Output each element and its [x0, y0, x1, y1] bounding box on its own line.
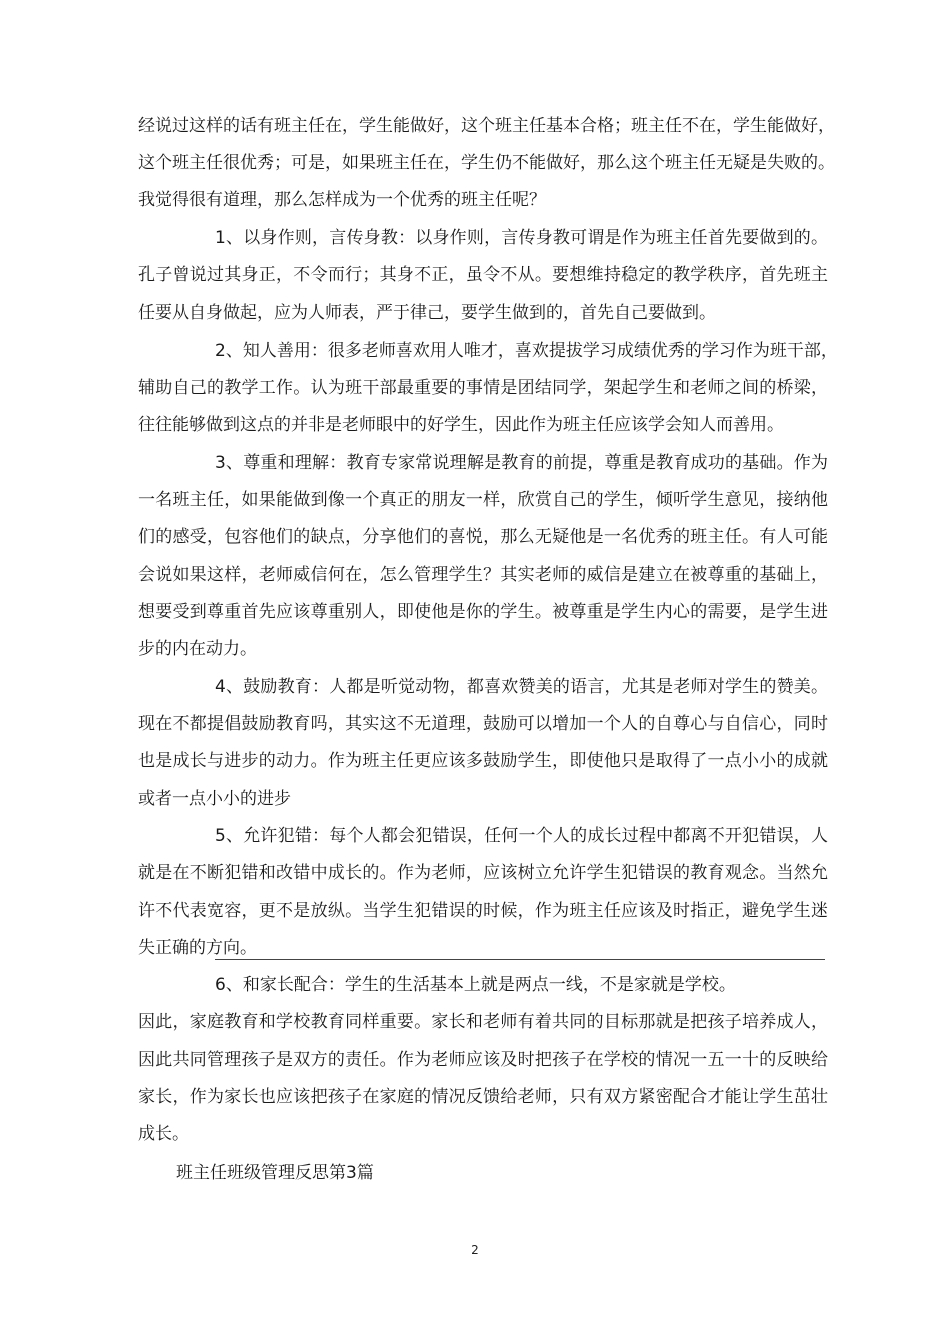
text-line: 现在不都提倡鼓励教育吗，其实这不无道理，鼓励可以增加一个人的自尊心与自信心，同时: [138, 714, 828, 734]
text-line: 我觉得很有道理，那么怎样成为一个优秀的班主任呢？: [138, 190, 546, 210]
section-heading: 班主任班级管理反思第3篇: [176, 1163, 374, 1183]
page-number: 2: [471, 1243, 479, 1257]
text-line: 家长，作为家长也应该把孩子在家庭的情况反馈给老师，只有双方紧密配合才能让学生茁壮: [138, 1087, 828, 1107]
text-line: 辅助自己的教学工作。认为班干部最重要的事情是团结同学，架起学生和老师之间的桥梁，: [138, 378, 828, 398]
text-line: 一名班主任，如果能做到像一个真正的朋友一样，欣赏自己的学生，倾听学生意见，接纳他: [138, 490, 828, 510]
text-line: 会说如果这样，老师威信何在，怎么管理学生？其实老师的威信是建立在被尊重的基础上，: [138, 565, 828, 585]
text-line: 任要从自身做起，应为人师表，严于律己，要学生做到的，首先自己要做到。: [138, 303, 716, 323]
text-line: 就是在不断犯错和改错中成长的。作为老师，应该树立允许学生犯错误的教育观念。当然允: [138, 863, 828, 883]
text-line: 1、以身作则，言传身教：以身作则，言传身教可谓是作为班主任首先要做到的。: [215, 228, 828, 248]
text-line: 失正确的方向。: [138, 938, 257, 958]
text-line: 许不代表宽容，更不是放纵。当学生犯错误的时候，作为班主任应该及时指正，避免学生迷: [138, 901, 828, 921]
text-line: 2、知人善用：很多老师喜欢用人唯才，喜欢提拔学习成绩优秀的学习作为班干部，: [215, 341, 838, 361]
text-line: 往往能够做到这点的并非是老师眼中的好学生，因此作为班主任应该学会知人而善用。: [138, 415, 784, 435]
text-line: 5、允许犯错：每个人都会犯错误，任何一个人的成长过程中都离不开犯错误，人: [215, 826, 828, 846]
text-line: 或者一点小小的进步: [138, 789, 291, 809]
text-line: 想要受到尊重首先应该尊重别人，即使他是你的学生。被尊重是学生内心的需要，是学生进: [138, 602, 828, 622]
text-line: 成长。: [138, 1124, 189, 1144]
text-line: 这个班主任很优秀；可是，如果班主任在，学生仍不能做好，那么这个班主任无疑是失败的。: [138, 153, 835, 173]
text-line: 因此，家庭教育和学校教育同样重要。家长和老师有着共同的目标那就是把孩子培养成人，: [138, 1012, 828, 1032]
text-line: 孔子曾说过其身正，不令而行；其身不正，虽令不从。要想维持稳定的教学秩序，首先班主: [138, 265, 828, 285]
text-line: 6、和家长配合：学生的生活基本上就是两点一线，不是家就是学校。: [215, 975, 736, 995]
text-line: 4、鼓励教育：人都是听觉动物，都喜欢赞美的语言，尤其是老师对学生的赞美。: [215, 677, 828, 697]
text-line: 步的内在动力。: [138, 639, 257, 659]
text-line: 也是成长与进步的动力。作为班主任更应该多鼓励学生，即使他只是取得了一点小小的成就: [138, 751, 828, 771]
text-line: 3、尊重和理解：教育专家常说理解是教育的前提，尊重是教育成功的基础。作为: [215, 453, 828, 473]
text-line: 经说过这样的话有班主任在，学生能做好，这个班主任基本合格；班主任不在，学生能做好，: [138, 116, 835, 136]
text-line: 因此共同管理孩子是双方的责任。作为老师应该及时把孩子在学校的情况一五一十的反映给: [138, 1050, 828, 1070]
text-line: 们的感受，包容他们的缺点，分享他们的喜悦，那么无疑他是一名优秀的班主任。有人可能: [138, 527, 828, 547]
horizontal-rule: [215, 959, 825, 960]
